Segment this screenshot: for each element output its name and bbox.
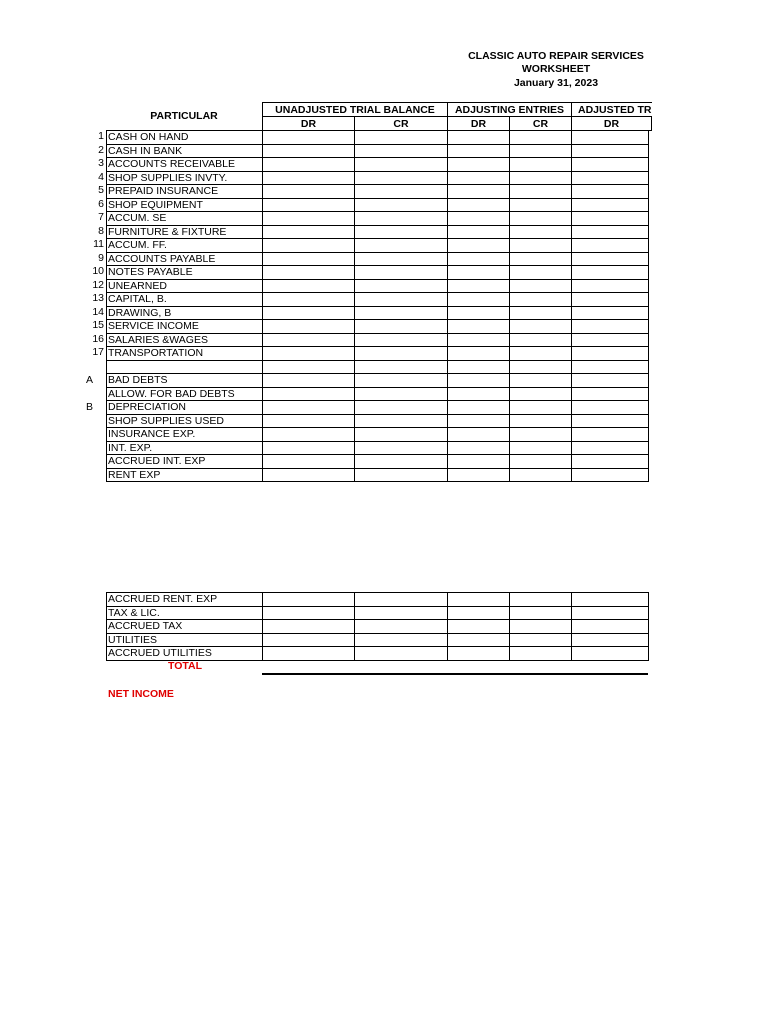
amount-cell[interactable] [448, 212, 510, 226]
amount-cell[interactable] [448, 347, 510, 361]
amount-cell[interactable] [448, 414, 510, 428]
net-income-label: NET INCOME [108, 688, 174, 700]
amount-cell[interactable] [263, 279, 355, 293]
amount-cell[interactable] [263, 293, 355, 307]
account-name-cell: DEPRECIATION [107, 401, 263, 415]
account-name-cell: RENT EXP [107, 468, 263, 482]
row-number: 9 [98, 251, 104, 264]
amount-cell[interactable] [572, 131, 649, 145]
amount-cell[interactable] [510, 171, 572, 185]
amount-cell[interactable] [448, 455, 510, 469]
table-row [107, 185, 649, 199]
amount-cell[interactable] [448, 185, 510, 199]
account-grid-top [106, 130, 649, 482]
amount-cell[interactable] [572, 158, 649, 172]
amount-cell[interactable] [263, 455, 355, 469]
amount-cell[interactable] [448, 266, 510, 280]
row-number: 13 [92, 292, 104, 304]
amount-cell[interactable] [572, 620, 649, 634]
table-row [107, 593, 649, 607]
amount-cell[interactable] [572, 225, 649, 239]
row-number: 2 [98, 143, 104, 156]
amount-cell[interactable] [510, 333, 572, 347]
account-name-cell: ACCOUNTS RECEIVABLE [107, 158, 263, 172]
amount-cell[interactable] [572, 647, 649, 661]
particular-header: PARTICULAR [150, 110, 218, 122]
amount-cell[interactable] [448, 293, 510, 307]
amount-cell[interactable] [263, 360, 355, 374]
amount-cell[interactable] [510, 131, 572, 145]
amount-cell[interactable] [572, 428, 649, 442]
table-row [107, 266, 649, 280]
account-name-cell: CAPITAL, B. [107, 293, 263, 307]
amount-cell[interactable] [355, 266, 448, 280]
row-number: 7 [98, 211, 104, 223]
table-row [107, 279, 649, 293]
row-number: 11 [93, 238, 104, 250]
amount-cell[interactable] [572, 320, 649, 334]
table-row [107, 360, 649, 374]
account-name-cell: TAX & LIC. [107, 606, 263, 620]
amount-cell[interactable] [510, 401, 572, 415]
table-row [107, 387, 649, 401]
table-row [107, 606, 649, 620]
amount-cell[interactable] [355, 468, 448, 482]
amount-cell[interactable] [510, 593, 572, 607]
table-row [107, 333, 649, 347]
total-label: TOTAL [168, 660, 203, 672]
table-row [107, 647, 649, 661]
row-number: 6 [98, 197, 104, 210]
amount-cell[interactable] [355, 633, 448, 647]
account-name-cell: SERVICE INCOME [107, 320, 263, 334]
row-number: 14 [92, 305, 104, 318]
amount-cell[interactable] [510, 441, 572, 455]
adjustment-label-b: B [86, 401, 94, 413]
table-row [107, 239, 649, 253]
amount-cell[interactable] [355, 401, 448, 415]
table-row [107, 428, 649, 442]
table-row [107, 401, 649, 415]
sub-header-cr: CR [510, 117, 572, 131]
table-row [107, 212, 649, 226]
amount-cell[interactable] [448, 131, 510, 145]
row-number: 8 [98, 224, 104, 237]
account-name-cell: TRANSPORTATION [107, 347, 263, 361]
amount-cell[interactable] [263, 387, 355, 401]
amount-cell[interactable] [572, 266, 649, 280]
amount-cell[interactable] [572, 455, 649, 469]
amount-cell[interactable] [355, 360, 448, 374]
document-title: WORKSHEET [521, 63, 591, 75]
table-row [107, 198, 649, 212]
row-number: 4 [98, 170, 104, 183]
amount-cell[interactable] [510, 185, 572, 199]
amount-cell[interactable] [448, 468, 510, 482]
amount-cell[interactable] [263, 306, 355, 320]
amount-cell[interactable] [355, 441, 448, 455]
group-header-adjusted: ADJUSTED TR [572, 103, 652, 117]
amount-cell[interactable] [263, 468, 355, 482]
amount-cell[interactable] [263, 428, 355, 442]
amount-cell[interactable] [263, 198, 355, 212]
amount-cell[interactable] [448, 620, 510, 634]
table-row [107, 158, 649, 172]
amount-cell[interactable] [263, 131, 355, 145]
amount-cell[interactable] [448, 401, 510, 415]
amount-cell[interactable] [355, 414, 448, 428]
account-grid-bottom [106, 592, 649, 661]
account-name-cell: PREPAID INSURANCE [107, 185, 263, 199]
account-name-cell: ACCRUED RENT. EXP [107, 593, 263, 607]
account-name-cell: INT. EXP. [107, 441, 263, 455]
amount-cell[interactable] [355, 239, 448, 253]
amount-cell[interactable] [263, 401, 355, 415]
account-name-cell: SHOP EQUIPMENT [107, 198, 263, 212]
amount-cell[interactable] [572, 279, 649, 293]
amount-cell[interactable] [263, 347, 355, 361]
amount-cell[interactable] [510, 633, 572, 647]
amount-cell[interactable] [263, 374, 355, 388]
amount-cell[interactable] [572, 333, 649, 347]
table-row [107, 171, 649, 185]
account-name-cell: ACCUM. SE [107, 212, 263, 226]
amount-cell[interactable] [510, 320, 572, 334]
amount-cell[interactable] [510, 266, 572, 280]
amount-cell[interactable] [510, 212, 572, 226]
row-number: 15 [92, 319, 104, 331]
amount-cell[interactable] [572, 239, 649, 253]
account-name-cell [107, 360, 263, 374]
account-name-cell: ACCRUED INT. EXP [107, 455, 263, 469]
row-number: 1 [98, 130, 104, 142]
sub-header-dr: DR [263, 117, 355, 131]
amount-cell[interactable] [448, 320, 510, 334]
row-number: 12 [92, 278, 104, 291]
amount-cell[interactable] [263, 414, 355, 428]
amount-cell[interactable] [510, 468, 572, 482]
adjustment-label-a: A [86, 374, 94, 386]
group-header-unadjusted: UNADJUSTED TRIAL BALANCE [263, 103, 448, 117]
table-row [107, 225, 649, 239]
sub-header-cr: CR [355, 117, 448, 131]
amount-cell[interactable] [355, 158, 448, 172]
amount-cell[interactable] [448, 647, 510, 661]
amount-cell[interactable] [572, 347, 649, 361]
amount-cell[interactable] [263, 225, 355, 239]
amount-cell[interactable] [355, 225, 448, 239]
amount-cell[interactable] [572, 360, 649, 374]
amount-cell[interactable] [510, 158, 572, 172]
table-row [107, 347, 649, 361]
amount-cell[interactable] [448, 360, 510, 374]
account-name-cell: UNEARNED [107, 279, 263, 293]
amount-cell[interactable] [510, 347, 572, 361]
amount-cell[interactable] [448, 279, 510, 293]
amount-cell[interactable] [448, 441, 510, 455]
amount-cell[interactable] [448, 633, 510, 647]
amount-cell[interactable] [510, 387, 572, 401]
amount-cell[interactable] [263, 333, 355, 347]
amount-cell[interactable] [448, 428, 510, 442]
amount-cell[interactable] [572, 185, 649, 199]
account-name-cell: BAD DEBTS [107, 374, 263, 388]
amount-cell[interactable] [448, 306, 510, 320]
amount-cell[interactable] [572, 252, 649, 266]
amount-cell[interactable] [355, 593, 448, 607]
amount-cell[interactable] [355, 198, 448, 212]
table-row [107, 468, 649, 482]
amount-cell[interactable] [448, 333, 510, 347]
account-name-cell: ACCOUNTS PAYABLE [107, 252, 263, 266]
amount-cell[interactable] [572, 387, 649, 401]
amount-cell[interactable] [510, 279, 572, 293]
account-name-cell: CASH ON HAND [107, 131, 263, 145]
amount-cell[interactable] [448, 239, 510, 253]
total-underline [262, 673, 648, 675]
table-row [107, 374, 649, 388]
amount-cell[interactable] [510, 428, 572, 442]
row-number: 17 [92, 346, 104, 358]
amount-cell[interactable] [263, 647, 355, 661]
amount-cell[interactable] [263, 212, 355, 226]
account-name-cell: ACCRUED TAX [107, 620, 263, 634]
amount-cell[interactable] [355, 212, 448, 226]
amount-cell[interactable] [355, 374, 448, 388]
account-name-cell: FURNITURE & FIXTURE [107, 225, 263, 239]
table-row [107, 131, 649, 145]
amount-cell[interactable] [355, 320, 448, 334]
amount-cell[interactable] [510, 252, 572, 266]
account-name-cell: SHOP SUPPLIES USED [107, 414, 263, 428]
amount-cell[interactable] [510, 225, 572, 239]
amount-cell[interactable] [448, 144, 510, 158]
amount-cell[interactable] [510, 620, 572, 634]
amount-cell[interactable] [510, 455, 572, 469]
amount-cell[interactable] [572, 293, 649, 307]
amount-cell[interactable] [448, 374, 510, 388]
table-row [107, 252, 649, 266]
amount-cell[interactable] [263, 320, 355, 334]
amount-cell[interactable] [510, 606, 572, 620]
amount-cell[interactable] [448, 198, 510, 212]
amount-cell[interactable] [572, 468, 649, 482]
table-row [107, 620, 649, 634]
account-name-cell: SHOP SUPPLIES INVTY. [107, 171, 263, 185]
amount-cell[interactable] [355, 252, 448, 266]
amount-cell[interactable] [355, 606, 448, 620]
account-name-cell: UTILITIES [107, 633, 263, 647]
amount-cell[interactable] [510, 306, 572, 320]
amount-cell[interactable] [572, 606, 649, 620]
amount-cell[interactable] [263, 185, 355, 199]
account-name-cell: ALLOW. FOR BAD DEBTS [107, 387, 263, 401]
amount-cell[interactable] [572, 198, 649, 212]
account-name-cell: DRAWING, B [107, 306, 263, 320]
amount-cell[interactable] [572, 212, 649, 226]
row-number: 10 [92, 265, 104, 277]
amount-cell[interactable] [510, 360, 572, 374]
row-number: 3 [98, 157, 104, 169]
row-number: 16 [92, 332, 104, 345]
amount-cell[interactable] [263, 144, 355, 158]
amount-cell[interactable] [263, 606, 355, 620]
amount-cell[interactable] [355, 647, 448, 661]
amount-cell[interactable] [448, 387, 510, 401]
amount-cell[interactable] [355, 387, 448, 401]
account-name-cell: ACCUM. FF. [107, 239, 263, 253]
amount-cell[interactable] [355, 144, 448, 158]
account-name-cell: ACCRUED UTILITIES [107, 647, 263, 661]
table-row [107, 144, 649, 158]
amount-cell[interactable] [510, 414, 572, 428]
amount-cell[interactable] [263, 239, 355, 253]
amount-cell[interactable] [448, 158, 510, 172]
amount-cell[interactable] [510, 374, 572, 388]
amount-cell[interactable] [355, 428, 448, 442]
amount-cell[interactable] [263, 252, 355, 266]
amount-cell[interactable] [572, 593, 649, 607]
table-row [107, 455, 649, 469]
account-name-cell: SALARIES &WAGES [107, 333, 263, 347]
sub-header-dr: DR [572, 117, 652, 131]
amount-cell[interactable] [355, 333, 448, 347]
amount-cell[interactable] [263, 593, 355, 607]
table-row [107, 320, 649, 334]
amount-cell[interactable] [572, 144, 649, 158]
account-name-cell: CASH IN BANK [107, 144, 263, 158]
sub-header-dr: DR [448, 117, 510, 131]
amount-cell[interactable] [448, 225, 510, 239]
amount-cell[interactable] [263, 171, 355, 185]
amount-cell[interactable] [448, 252, 510, 266]
amount-cell[interactable] [572, 414, 649, 428]
column-header-grid [262, 102, 652, 131]
amount-cell[interactable] [355, 455, 448, 469]
amount-cell[interactable] [572, 374, 649, 388]
amount-cell[interactable] [355, 131, 448, 145]
table-row [107, 633, 649, 647]
amount-cell[interactable] [263, 633, 355, 647]
amount-cell[interactable] [510, 144, 572, 158]
amount-cell[interactable] [448, 593, 510, 607]
amount-cell[interactable] [355, 347, 448, 361]
table-row [107, 293, 649, 307]
amount-cell[interactable] [263, 158, 355, 172]
table-row [107, 414, 649, 428]
amount-cell[interactable] [263, 620, 355, 634]
amount-cell[interactable] [355, 171, 448, 185]
company-name: CLASSIC AUTO REPAIR SERVICES [468, 50, 644, 62]
amount-cell[interactable] [448, 606, 510, 620]
amount-cell[interactable] [263, 266, 355, 280]
amount-cell[interactable] [572, 633, 649, 647]
amount-cell[interactable] [572, 441, 649, 455]
amount-cell[interactable] [355, 293, 448, 307]
row-number: 5 [98, 184, 104, 196]
table-row [107, 441, 649, 455]
account-name-cell: INSURANCE EXP. [107, 428, 263, 442]
amount-cell[interactable] [355, 306, 448, 320]
amount-cell[interactable] [448, 171, 510, 185]
amount-cell[interactable] [263, 441, 355, 455]
amount-cell[interactable] [510, 239, 572, 253]
amount-cell[interactable] [355, 279, 448, 293]
account-name-cell: NOTES PAYABLE [107, 266, 263, 280]
group-header-adjusting: ADJUSTING ENTRIES [448, 103, 572, 117]
amount-cell[interactable] [572, 401, 649, 415]
amount-cell[interactable] [510, 198, 572, 212]
document-date: January 31, 2023 [513, 77, 599, 89]
amount-cell[interactable] [355, 620, 448, 634]
amount-cell[interactable] [510, 647, 572, 661]
table-row [107, 306, 649, 320]
amount-cell[interactable] [572, 171, 649, 185]
amount-cell[interactable] [572, 306, 649, 320]
amount-cell[interactable] [355, 185, 448, 199]
amount-cell[interactable] [510, 293, 572, 307]
